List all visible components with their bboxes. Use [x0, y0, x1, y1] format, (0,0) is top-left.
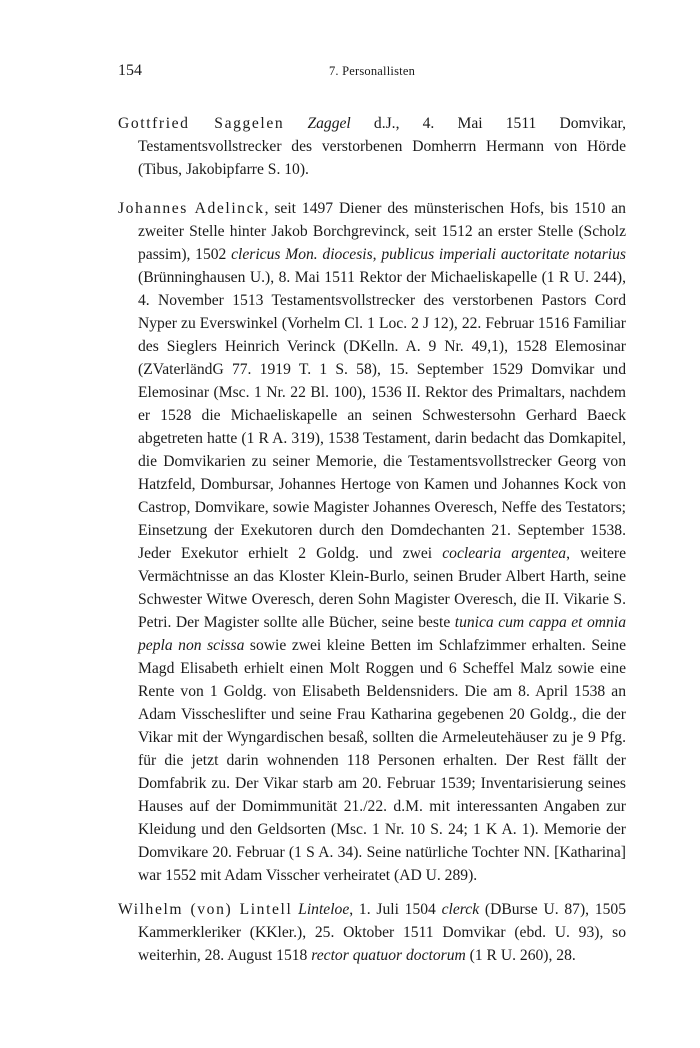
entry-text: d.J., 4. Mai 1511 Domvikar, Testamentsvollstrecker des verstorbenen Domherrn Hermann von Hörde (Tibus, Jakobipfarre S. 10). — [138, 114, 626, 178]
latin-term: clerck — [441, 900, 480, 918]
latin-term: Zaggel — [307, 114, 351, 132]
entry-text: sowie zwei kleine Betten im Schlafzimmer erhalten. Seine Magd Elisabeth erhielt einen Molt Roggen und 6 Scheffel Malz sowie eine Rente von 1 Goldg. von Elisabeth Beldensniders. Die am 8. April 1538 an Adam Visscheslifter und seine Frau Katharina gegebenen 20 Goldg., die der Vikar mit der Wyngardischen besaß, sollten die Armeleutehäuser zu je 9 Pfg. für die jetzt darin wohnenden 118 Personen erhalten. Der Rest fällt der Domfabrik zu. Der Vikar starb am 20. Februar 1539; Inventarisierung seines Hauses auf der Domimmunität 21./22. d.M. mit interessanten Angaben zur Kleidung und den Geldsorten (Msc. 1 Nr. 10 S. 24; 1 K A. 1). Memorie der Domvikare 20. Februar (1 S A. 34). Seine natürliche Tochter NN. [Katharina] war 1552 mit Adam Visscher verheiratet (AD U. 289). — [138, 636, 626, 884]
latin-term: Linteloe — [298, 900, 350, 918]
entry-name: Wilhelm (von) Lintell — [118, 900, 293, 918]
entry-johannes-adelinck — [118, 197, 626, 887]
entry-wilhelm-lintell — [118, 898, 626, 967]
latin-term: tunica cum cappa et omnia pepla non scissa — [138, 613, 626, 654]
entry-text: (Brünninghausen U.), 8. Mai 1511 Rektor der Michaeliskapelle (1 R U. 244), 4. November 1513 Testamentsvollstrecker des verstorbenen Pastors Cord Nyper zu Everswinkel (Vorhelm Cl. 1 Loc. 2 J 12), 22. Februar 1516 Familiar des Sieglers Heinrich Verinck (DKelln. A. 9 Nr. 49,1), 1528 Elemosinar (ZVaterländG 77. 1919 T. 1 S. 58), 15. September 1529 Domvikar und Elemosinar (Msc. 1 Nr. 22 Bl. 100), 1536 II. Rektor des Primaltars, nachdem er 1528 die Michaeliskapelle an seinen Schwestersohn Gerhard Baeck abgetreten hatte (1 R A. 319), 1538 Testament, darin bedacht das Domkapitel, die Domvikarien zu seiner Memorie, die Testamentsvollstrecker Georg von Hatzfeld, Dombursar, Johannes Hertoge von Kamen und Johannes Kock von Castrop, Domvikare, sowie Magister Johannes Overesch, Neffe des Testators; Einsetzung der Exekutoren durch den Domdechanten 21. September 1538. Jeder Exekutor erhielt 2 Goldg. und zwei — [138, 268, 626, 562]
entry-text: (1 R U. 260), 28. — [465, 946, 576, 964]
entry-text: , seit 1497 Diener des münsterischen Hofs, bis 1510 an zweiter Stelle hinter Jakob Borchgrevinck, seit 1512 an erster Stelle (Scholz passim), 1502 — [138, 199, 626, 263]
page-number: 154 — [118, 62, 142, 79]
entry-text: , weitere Vermächtnisse an das Kloster Klein-Burlo, seinen Bruder Albert Harth, seine Schwester Witwe Overesch, deren Sohn Magister Overesch, die II. Vikarie S. Petri. Der Magister sollte alle Bücher, seine beste — [138, 544, 626, 631]
running-title: 7. Personallisten — [328, 64, 416, 78]
page-header — [118, 62, 626, 84]
entry-text: , 1. Juli 1504 — [349, 900, 442, 918]
latin-term: clericus Mon. diocesis, publicus imperiali auctoritate notarius — [231, 245, 626, 263]
entry-name: Johannes Adelinck — [118, 199, 265, 217]
entry-gottfried-saggelen — [118, 112, 626, 181]
entry-text — [284, 115, 307, 132]
latin-term: coclearia argentea — [442, 544, 567, 562]
entry-name: Gottfried Saggelen — [118, 114, 285, 132]
entry-text: (DBurse U. 87), 1505 Kammerkleriker (KKler.), 25. Oktober 1511 Domvikar (ebd. U. 93), so weiterhin, 28. August 1518 — [138, 900, 627, 964]
latin-term: rector quatuor doctorum — [311, 946, 466, 964]
